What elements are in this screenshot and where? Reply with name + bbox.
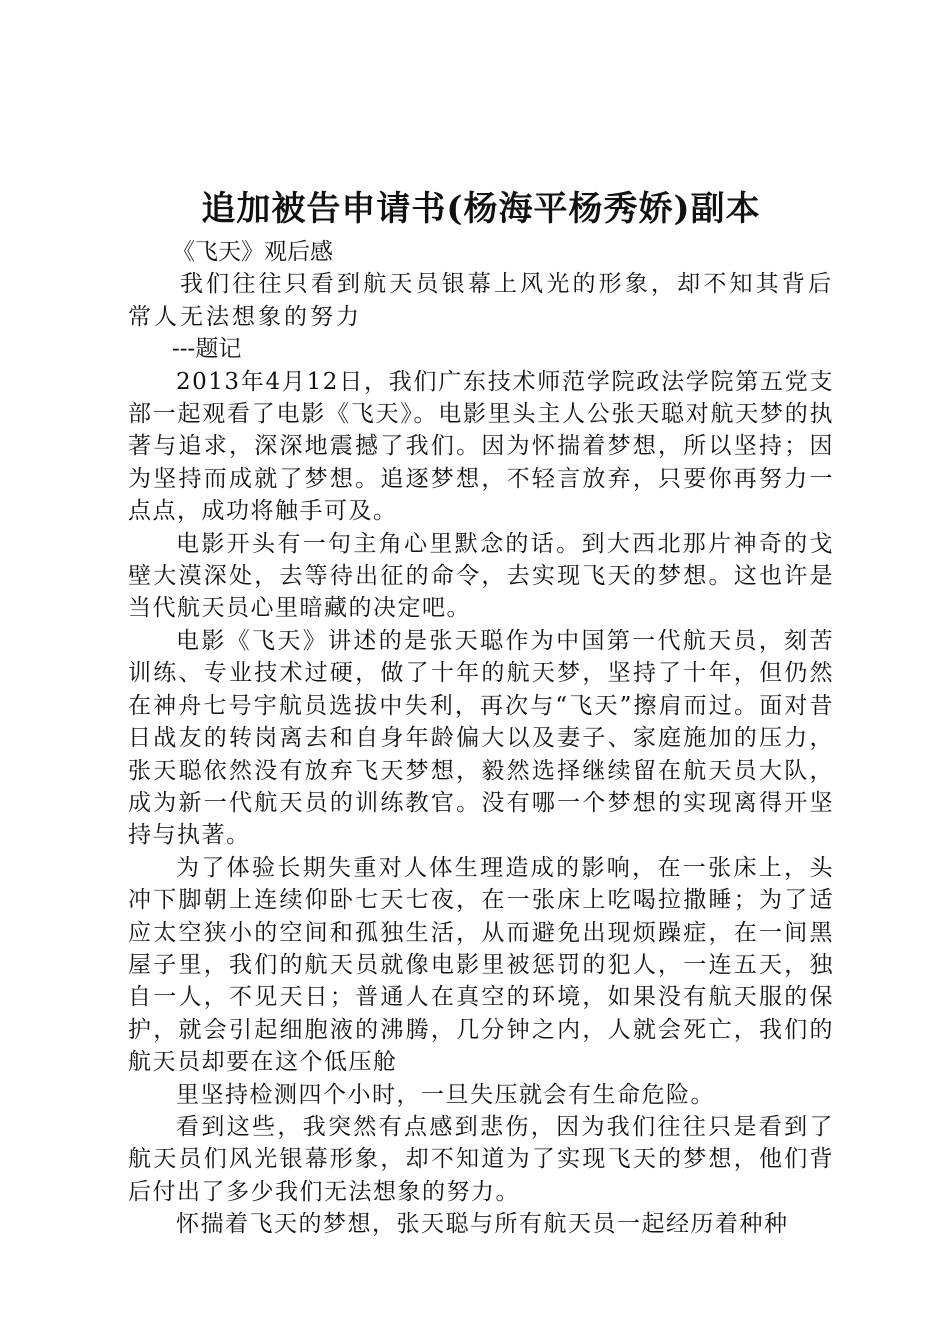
paragraph: 电影开头有一句主角心里默念的话。到大西北那片神奇的戈壁大漠深处，去等待出征的命令，去实现飞天的梦想。这也许是当代航天员心里暗藏的决定吧。 xyxy=(128,530,834,622)
paragraph: 怀揣着飞天的梦想，张天聪与所有航天员一起经历着种种 xyxy=(176,1211,789,1238)
paragraph: 里坚持检测四个小时，一旦失压就会有生命危险。 xyxy=(176,1081,715,1108)
document-page xyxy=(128,186,834,1241)
paragraph: 2013年4月12日，我们广东技术师范学院政法学院第五党支部一起观看了电影《飞天》。电影里头主人公张天聪对航天梦的执著与追求，深深地震撼了我们。因为怀揣着梦想，所以坚持；因为坚持而成就了梦想。追逐梦想，不轻言放弃，只要你再努力一点点，成功将触手可及。 xyxy=(128,368,834,525)
paragraph: 为了体验长期失重对人体生理造成的影响，在一张床上，头冲下脚朝上连续仰卧七天七夜，在一张床上吃喝拉撒睡；为了适应太空狭小的空间和孤独生活，从而避免出现烦躁症，在一间黑屋子里，我们的航天员就像电影里被惩罚的犯人，一连五天，独自一人，不见天日；普通人在真空的环境，如果没有航天服的保护，就会引起细胞液的沸腾，几分钟之内，人就会死亡，我们的航天员却要在这个低压舱 xyxy=(128,854,834,1076)
epigraph-attribution: ---题记 xyxy=(172,336,242,363)
document-subtitle: 《飞天》观后感 xyxy=(172,239,333,265)
paragraph: 电影《飞天》讲述的是张天聪作为中国第一代航天员，刻苦训练、专业技术过硬，做了十年的航天梦，坚持了十年，但仍然在神舟七号宇航员选拔中失利，再次与“飞天”擦肩而过。面对昔日战友的转岗离去和自身年龄偏大以及妻子、家庭施加的压力，张天聪依然没有放弃飞天梦想，毅然选择继续留在航天员大队，成为新一代航天员的训练教官。没有哪一个梦想的实现离得开坚持与执著。 xyxy=(128,627,834,849)
epigraph: 我们往往只看到航天员银幕上风光的形象，却不知其背后常人无法想象的努力 xyxy=(128,271,834,330)
paragraph: 看到这些，我突然有点感到悲伤，因为我们往往只是看到了航天员们风光银幕形象，却不知道为了实现飞天的梦想，他们背后付出了多少我们无法想象的努力。 xyxy=(128,1113,834,1205)
document-title: 追加被告申请书(杨海平杨秀娇)副本 xyxy=(201,189,761,229)
